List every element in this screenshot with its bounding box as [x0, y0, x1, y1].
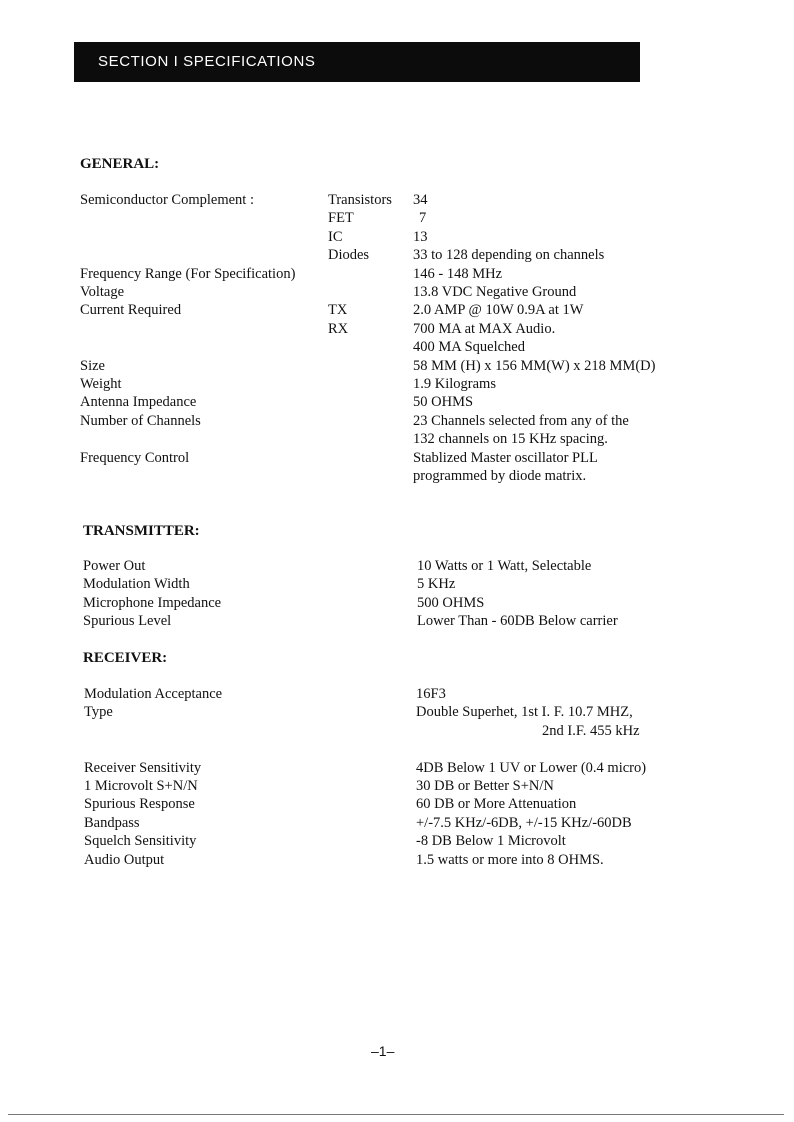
spec-label: Voltage: [80, 284, 125, 300]
spec-label: Current Required: [80, 302, 182, 319]
spec-label: Antenna Impedance: [80, 394, 197, 411]
spec-label: Weight: [80, 376, 122, 392]
spec-value: 16F3: [416, 686, 446, 702]
spec-row: [0, 430, 794, 448]
spec-label: Spurious Response: [84, 796, 195, 813]
spec-sublabel: Transistors: [328, 192, 392, 208]
spec-label: Bandpass: [84, 814, 140, 831]
spec-row: [0, 246, 794, 264]
spec-value: 13.8 VDC Negative Ground: [413, 284, 577, 300]
spec-label: Number of Channels: [80, 412, 201, 429]
section-banner: [74, 42, 640, 82]
spec-sublabel: RX: [328, 320, 349, 337]
spec-label: Frequency Control: [80, 449, 190, 466]
spec-value: 2nd I.F. 455 kHz: [542, 722, 640, 739]
spec-row: [0, 594, 794, 612]
spec-row: [0, 449, 794, 467]
spec-value: -8 DB Below 1 Microvolt: [416, 833, 566, 850]
spec-row: [0, 357, 794, 375]
spec-value: 10 Watts or 1 Watt, Selectable: [417, 558, 592, 574]
spec-sublabel: IC: [328, 228, 343, 245]
spec-row: [0, 412, 794, 430]
spec-label: Microphone Impedance: [83, 594, 222, 611]
general-heading: GENERAL:: [80, 156, 160, 172]
spec-value: +/-7.5 KHz/-6DB, +/-15 KHz/-60DB: [416, 814, 632, 831]
spec-value: 500 OHMS: [417, 594, 485, 611]
spec-value: 1.9 Kilograms: [413, 376, 496, 392]
spec-sublabel: Diodes: [328, 247, 370, 264]
spec-value: 7: [419, 210, 427, 227]
spec-value: Stablized Master oscillator PLL: [413, 449, 598, 466]
spec-row: [0, 777, 794, 795]
spec-label: Frequency Range (For Specification): [80, 265, 296, 282]
spec-label: Type: [84, 704, 113, 721]
spec-row: [0, 393, 794, 411]
spec-label: Modulation Width: [83, 576, 190, 593]
spec-value: 34: [413, 192, 428, 208]
spec-row: [0, 338, 794, 356]
spec-value: 50 OHMS: [413, 394, 474, 411]
spec-label: Squelch Sensitivity: [84, 833, 197, 850]
spec-value: 30 DB or Better S+N/N: [416, 778, 554, 794]
spec-row: [0, 191, 794, 209]
spec-value: 1.5 watts or more into 8 OHMS.: [416, 851, 604, 868]
spec-value: 2.0 AMP @ 10W 0.9A at 1W: [413, 302, 584, 319]
section-title: SECTION I SPECIFICATIONS: [98, 53, 316, 70]
spec-label: Power Out: [83, 558, 146, 574]
spec-value: 58 MM (H) x 156 MM(W) x 218 MM(D): [413, 357, 656, 374]
spec-row: [0, 759, 794, 777]
spec-label: Semiconductor Complement :: [80, 192, 254, 208]
spec-row: [0, 209, 794, 227]
page-number: –1–: [371, 1043, 395, 1059]
spec-row: [0, 832, 794, 850]
spec-row: [0, 467, 794, 485]
spec-sublabel: FET: [328, 210, 354, 227]
transmitter-heading: TRANSMITTER:: [83, 523, 200, 539]
spec-row: [0, 301, 794, 319]
spec-row: [0, 575, 794, 593]
spec-label: Spurious Level: [83, 613, 172, 630]
spec-row: [0, 320, 794, 338]
receiver-heading: RECEIVER:: [83, 650, 168, 666]
spec-value: 146 - 148 MHz: [413, 265, 503, 282]
spec-row: [0, 740, 794, 758]
spec-value: 5 KHz: [417, 576, 456, 593]
spec-value: 13: [413, 228, 428, 245]
spec-row: [0, 557, 794, 575]
spec-value: 132 channels on 15 KHz spacing.: [413, 431, 608, 448]
spec-value: 60 DB or More Attenuation: [416, 796, 577, 813]
spec-value: 4DB Below 1 UV or Lower (0.4 micro): [416, 759, 647, 776]
spec-row: [0, 228, 794, 246]
spec-row: [0, 283, 794, 301]
spec-row: [0, 814, 794, 832]
spec-row: [0, 722, 794, 740]
spec-row: [0, 265, 794, 283]
spec-label: Audio Output: [84, 851, 165, 868]
bottom-rule: [8, 1114, 784, 1115]
spec-label: Receiver Sensitivity: [84, 759, 202, 776]
spec-label: 1 Microvolt S+N/N: [84, 778, 198, 794]
spec-row: [0, 703, 794, 721]
spec-label: Modulation Acceptance: [84, 686, 223, 702]
spec-value: 400 MA Squelched: [413, 339, 525, 356]
spec-row: [0, 851, 794, 869]
spec-row: [0, 375, 794, 393]
spec-value: 33 to 128 depending on channels: [413, 247, 605, 264]
spec-value: programmed by diode matrix.: [413, 468, 587, 484]
spec-row: [0, 795, 794, 813]
spec-value: Lower Than - 60DB Below carrier: [417, 613, 618, 630]
spec-row: [0, 685, 794, 703]
spec-value: 23 Channels selected from any of the: [413, 412, 629, 429]
spec-sublabel: TX: [328, 302, 348, 319]
spec-value: 700 MA at MAX Audio.: [413, 320, 556, 337]
spec-row: [0, 612, 794, 630]
spec-label: Size: [80, 357, 105, 374]
spec-value: Double Superhet, 1st I. F. 10.7 MHZ,: [416, 704, 633, 721]
